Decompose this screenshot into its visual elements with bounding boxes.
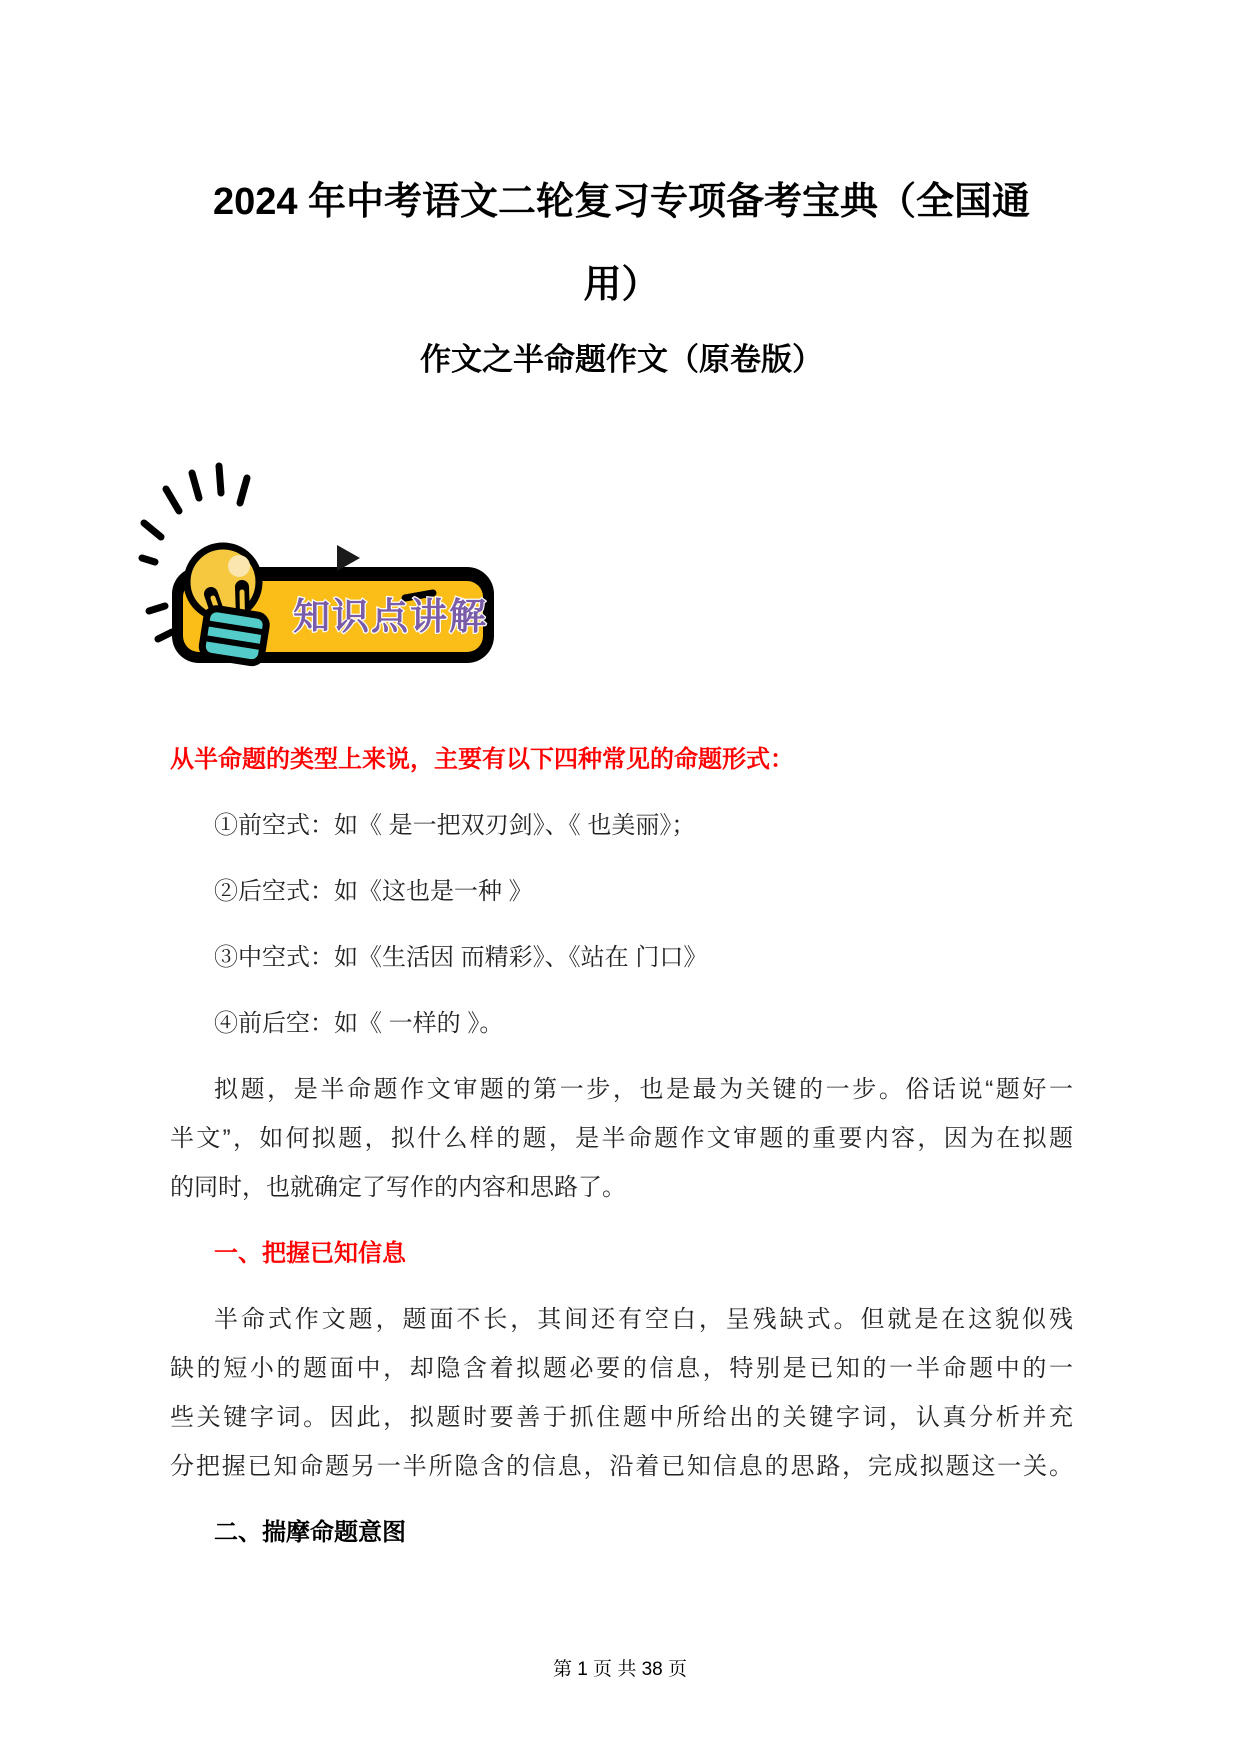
document-content <box>0 161 1240 1557</box>
list-item-3: ③中空式：如《生活因 而精彩》、《站在 门口》 <box>214 944 708 971</box>
paragraph-2-line-1: 半命式作文题，题面不长，其间还有空白，呈残缺式。但就是在这貌似残 <box>214 1306 1073 1333</box>
page-number-footer: 第 1 页 共 38 页 <box>552 1659 688 1680</box>
section-heading-2: 二、揣摩命题意图 <box>214 1519 406 1546</box>
intro-statement: 从半命题的类型上来说，主要有以下四种常见的命题形式： <box>170 746 794 773</box>
badge-label: 知识点讲解 <box>293 596 488 637</box>
paragraph-1-line-1: 拟题，是半命题作文审题的第一步，也是最为关键的一步。俗话说“题好一 <box>214 1076 1073 1103</box>
list-item-4: ④前后空：如《 一样的 》。 <box>214 1010 504 1037</box>
page-title-line-1: 2024 年中考语文二轮复习专项备考宝典（全国通 <box>212 181 1031 223</box>
page-subtitle: 作文之半命题作文（原卷版） <box>420 342 823 377</box>
paragraph-2 <box>170 1295 1073 1491</box>
page-title-line-2: 用） <box>583 264 660 306</box>
paragraph-1 <box>170 1065 1073 1212</box>
paragraph-2-line-4: 分把握已知命题另一半所隐含的信息，沿着已知信息的思路，完成拟题这一关。 <box>170 1453 1073 1480</box>
list-item-2: ②后空式：如《这也是一种 》 <box>214 878 533 905</box>
page-title <box>170 161 1073 327</box>
lightbulb-badge-graphic <box>138 455 508 670</box>
section-heading-1: 一、把握已知信息 <box>214 1240 406 1267</box>
knowledge-section-banner <box>170 455 1073 670</box>
list-item-1: ①前空式：如《 是一把双刃剑》、《 也美丽》； <box>214 812 696 839</box>
bulb-base <box>201 607 268 664</box>
paragraph-1-line-2: 半文”，如何拟题，拟什么样的题，是半命题作文审题的重要内容，因为在拟题 <box>170 1125 1073 1152</box>
paragraph-2-line-3: 些关键字词。因此，拟题时要善于抓住题中所给出的关键字词，认真分析并充 <box>170 1404 1073 1431</box>
paragraph-2-line-2: 缺的短小的题面中，却隐含着拟题必要的信息，特别是已知的一半命题中的一 <box>170 1355 1073 1382</box>
paragraph-1-line-3: 的同时，也就确定了写作的内容和思路了。 <box>170 1174 626 1201</box>
